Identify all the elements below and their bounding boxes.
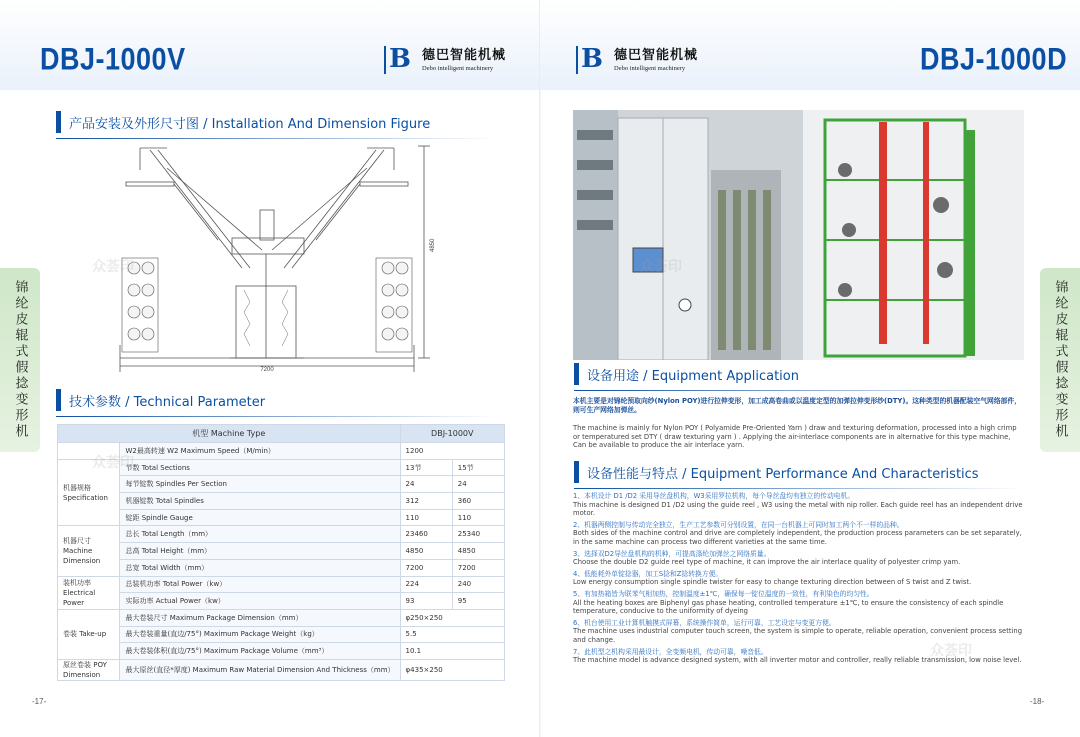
feature-en: This machine is designed D1 /D2 using the guide reel , W3 using the metal with nip roller. Each guide reel has an independent drive motor. bbox=[573, 500, 1023, 518]
table-row bbox=[58, 543, 505, 560]
table-item: 最大卷装重量(直边/75°) Maximum Package Weight（kg） bbox=[120, 626, 400, 643]
table-value: 13节 bbox=[400, 459, 452, 476]
table-value: 7200 bbox=[452, 559, 504, 576]
table-row bbox=[58, 526, 505, 543]
table-item: 总长 Total Length（mm） bbox=[120, 526, 400, 543]
perf-heading: 设备性能与特点 / Equipment Performance And Characteristics bbox=[574, 459, 1024, 485]
table-value: 7200 bbox=[400, 559, 452, 576]
dimension-drawing bbox=[112, 140, 462, 372]
table-value: 240 bbox=[452, 576, 504, 593]
package-icon bbox=[142, 262, 154, 274]
table-value: 4850 bbox=[400, 543, 452, 560]
feature-cn: 6、机台使用工业计算机触摸式屏幕，系统操作简单，运行可靠，工艺设定与变更方便。 bbox=[573, 618, 836, 627]
table-value: 24 bbox=[400, 476, 452, 493]
package-icon bbox=[382, 328, 394, 340]
tech-heading: 技术参数 / Technical Parameter bbox=[56, 387, 496, 413]
table-item: 最大卷装体积(直边/75°) Maximum Package Volume（mm³） bbox=[120, 643, 400, 660]
table-value: 23460 bbox=[400, 526, 452, 543]
table-value: 93 bbox=[400, 593, 452, 610]
feature-cn: 1、本机设计 D1 /D2 采用导丝盘机构，W3采用罗拉机构，每个导丝盘均有独立的传动电机。 bbox=[573, 492, 855, 500]
package-icon bbox=[142, 284, 154, 296]
package-icon bbox=[382, 306, 394, 318]
app-heading: 设备用途 / Equipment Application bbox=[574, 361, 1024, 387]
logo-b-icon: B bbox=[384, 44, 416, 76]
watermark: 众荟印 bbox=[930, 643, 972, 659]
width-dimension: 7200 bbox=[260, 367, 274, 372]
table-value: 24 bbox=[452, 476, 504, 493]
feature-cn: 3、选择双D2导丝盘机构的机种，可提高涤纶加弹丝之网络质量。 bbox=[573, 549, 771, 558]
page-number-left: -17- bbox=[32, 697, 47, 706]
feature-en: The machine model is advance designed system, with all inverter motor and controller, really reliable transmission, low noise level. bbox=[573, 656, 1022, 665]
side-tab-right: 锦纶皮辊式假捻变形机 bbox=[1040, 268, 1080, 452]
table-category bbox=[58, 443, 120, 460]
company-logo bbox=[576, 44, 698, 76]
feature-cn: 5、有加热箱皆为联苯气相加热，控制温度±1℃，确保每一锭位温度的一致性，有利染色的均匀性。 bbox=[573, 589, 874, 598]
logo-cn-name: 德巴智能机械 bbox=[422, 47, 507, 63]
table-row bbox=[58, 443, 505, 460]
table-row bbox=[58, 659, 505, 680]
tech-table bbox=[57, 424, 505, 681]
package-icon bbox=[396, 262, 408, 274]
table-item: 节数 Total Sections bbox=[120, 459, 400, 476]
table-value: φ250×250 bbox=[400, 609, 504, 626]
table-item: 总高 Total Height（mm） bbox=[120, 543, 400, 560]
package-icon bbox=[382, 284, 394, 296]
table-item: 最大原丝(直径*厚度) Maximum Raw Material Dimension And Thickness（mm） bbox=[120, 659, 400, 680]
watermark: 众荟印 bbox=[92, 259, 134, 275]
package-icon bbox=[396, 306, 408, 318]
package-icon bbox=[142, 306, 154, 318]
table-category: 卷装 Take-up bbox=[58, 609, 120, 659]
model-title: DBJ-1000D bbox=[920, 41, 1068, 77]
table-category: 装机功率 Electrical Power bbox=[58, 576, 120, 609]
package-icon bbox=[128, 328, 140, 340]
package-icon bbox=[382, 262, 394, 274]
table-value: 110 bbox=[452, 509, 504, 526]
feature-en: Low energy consumption single spindle twister for easy to change texturing direction between of S twist and Z twist. bbox=[573, 578, 972, 587]
table-value: 25340 bbox=[452, 526, 504, 543]
table-item: W2最高转速 W2 Maximum Speed（M/min） bbox=[120, 443, 400, 460]
table-row bbox=[58, 643, 505, 660]
table-row bbox=[58, 609, 505, 626]
logo-en-name: Debo intelligent machinery bbox=[422, 64, 494, 72]
package-icon bbox=[128, 306, 140, 318]
table-value: 95 bbox=[452, 593, 504, 610]
table-value: 5.5 bbox=[400, 626, 504, 643]
package-icon bbox=[396, 284, 408, 296]
table-item: 总宽 Total Width（mm） bbox=[120, 559, 400, 576]
table-item: 机器锭数 Total Spindles bbox=[120, 493, 400, 510]
feature-cn: 4、低能耗外单锭捻器，加工S捻和Z捻转换方便。 bbox=[573, 569, 723, 578]
feature-en: Choose the double D2 guide reel type of machine, it can improve the air interlace quality of polyester crimp yam. bbox=[573, 558, 961, 567]
table-category: 机器尺寸 Machine Dimension bbox=[58, 526, 120, 576]
table-category: 原丝卷装 POY Dimension bbox=[58, 659, 120, 680]
features-list bbox=[573, 492, 1025, 668]
table-row bbox=[58, 476, 505, 493]
package-icon bbox=[128, 284, 140, 296]
table-value: 312 bbox=[400, 493, 452, 510]
app-en: The machine is mainly for Nylon POY ( Polyamide Pre-Oriented Yarn ) draw and texturing deformation, processed into a high crimp or temperatured set DTY ( draw texturing yarn ) . Applying the air-interlace components are in alternative for this type machine, Can be available to produce the air interlace yarn. bbox=[573, 424, 1017, 450]
company-logo bbox=[384, 44, 506, 76]
table-row bbox=[58, 626, 505, 643]
machine-photo bbox=[573, 110, 1024, 360]
table-row bbox=[58, 593, 505, 610]
table-row bbox=[58, 559, 505, 576]
feature-en: Both sides of the machine control and drive are completely independent, the production process parameters can be set separately, in the same machine can process two different varieties at the same time. bbox=[573, 529, 1022, 546]
feature-cn: 2、机器两侧控制与传动完全独立，生产工艺参数可分别设置，在同一台机器上可同时加工两个不一样的品种。 bbox=[573, 520, 904, 529]
model-title: DBJ-1000V bbox=[40, 41, 186, 77]
logo-cn-name: 德巴智能机械 bbox=[614, 47, 699, 63]
package-icon bbox=[128, 262, 140, 274]
page-number-right: -18- bbox=[1030, 697, 1045, 706]
table-value: 1200 bbox=[400, 443, 504, 460]
feature-en: The machine uses industrial computer touch screen, the system is simple to operate, reliable operation, convenient process setting and change. bbox=[573, 627, 1023, 644]
table-row bbox=[58, 576, 505, 593]
logo-en-name: Debo intelligent machinery bbox=[614, 64, 686, 72]
table-item: 锭距 Spindle Gauge bbox=[120, 509, 400, 526]
table-row bbox=[58, 459, 505, 476]
table-item: 最大卷装尺寸 Maximum Package Dimension（mm） bbox=[120, 609, 400, 626]
table-value: 10.1 bbox=[400, 643, 504, 660]
watermark: 众荟印 bbox=[640, 259, 682, 275]
table-header-right: DBJ-1000V bbox=[400, 425, 504, 443]
side-tab-left: 锦纶皮辊式假捻变形机 bbox=[0, 268, 40, 452]
table-item: 实际功率 Actual Power（kw） bbox=[120, 593, 400, 610]
table-value: 360 bbox=[452, 493, 504, 510]
table-value: 15节 bbox=[452, 459, 504, 476]
table-value: 4850 bbox=[452, 543, 504, 560]
table-item: 每节锭数 Spindles Per Section bbox=[120, 476, 400, 493]
feature-cn: 7、此机型之机构采用最设计，全变频电机，传动可靠，噪音低。 bbox=[573, 647, 768, 656]
table-category: 机器规格 Specification bbox=[58, 459, 120, 526]
table-item: 总装机功率 Total Power（kw） bbox=[120, 576, 400, 593]
install-heading: 产品安装及外形尺寸图 / Installation And Dimension Figure bbox=[56, 109, 496, 135]
logo-b-icon: B bbox=[576, 44, 608, 76]
package-icon bbox=[396, 328, 408, 340]
feature-en: All the heating boxes are Biphenyl gas phase heating, controlled temperature ±1℃, to ensure the consistency of each spindle temperature, conducive to the uniformity of dyeing bbox=[573, 598, 1004, 616]
table-row bbox=[58, 509, 505, 526]
table-value: 110 bbox=[400, 509, 452, 526]
app-cn: 本机主要是对锦纶预取向纱(Nylon POY)进行拉伸变形，加工成高卷曲或以温度定型的加弹拉伸变形纱(DTY)。这种类型的机器配装空气网络部件，则可生产网络加弹丝。 bbox=[573, 397, 1022, 414]
watermark: 众荟印 bbox=[92, 455, 134, 471]
height-dimension: 4850 bbox=[430, 238, 436, 252]
table-value: φ435×250 bbox=[400, 659, 504, 680]
table-header-left: 机型 Machine Type bbox=[58, 425, 401, 443]
table-row bbox=[58, 493, 505, 510]
package-icon bbox=[142, 328, 154, 340]
table-value: 224 bbox=[400, 576, 452, 593]
